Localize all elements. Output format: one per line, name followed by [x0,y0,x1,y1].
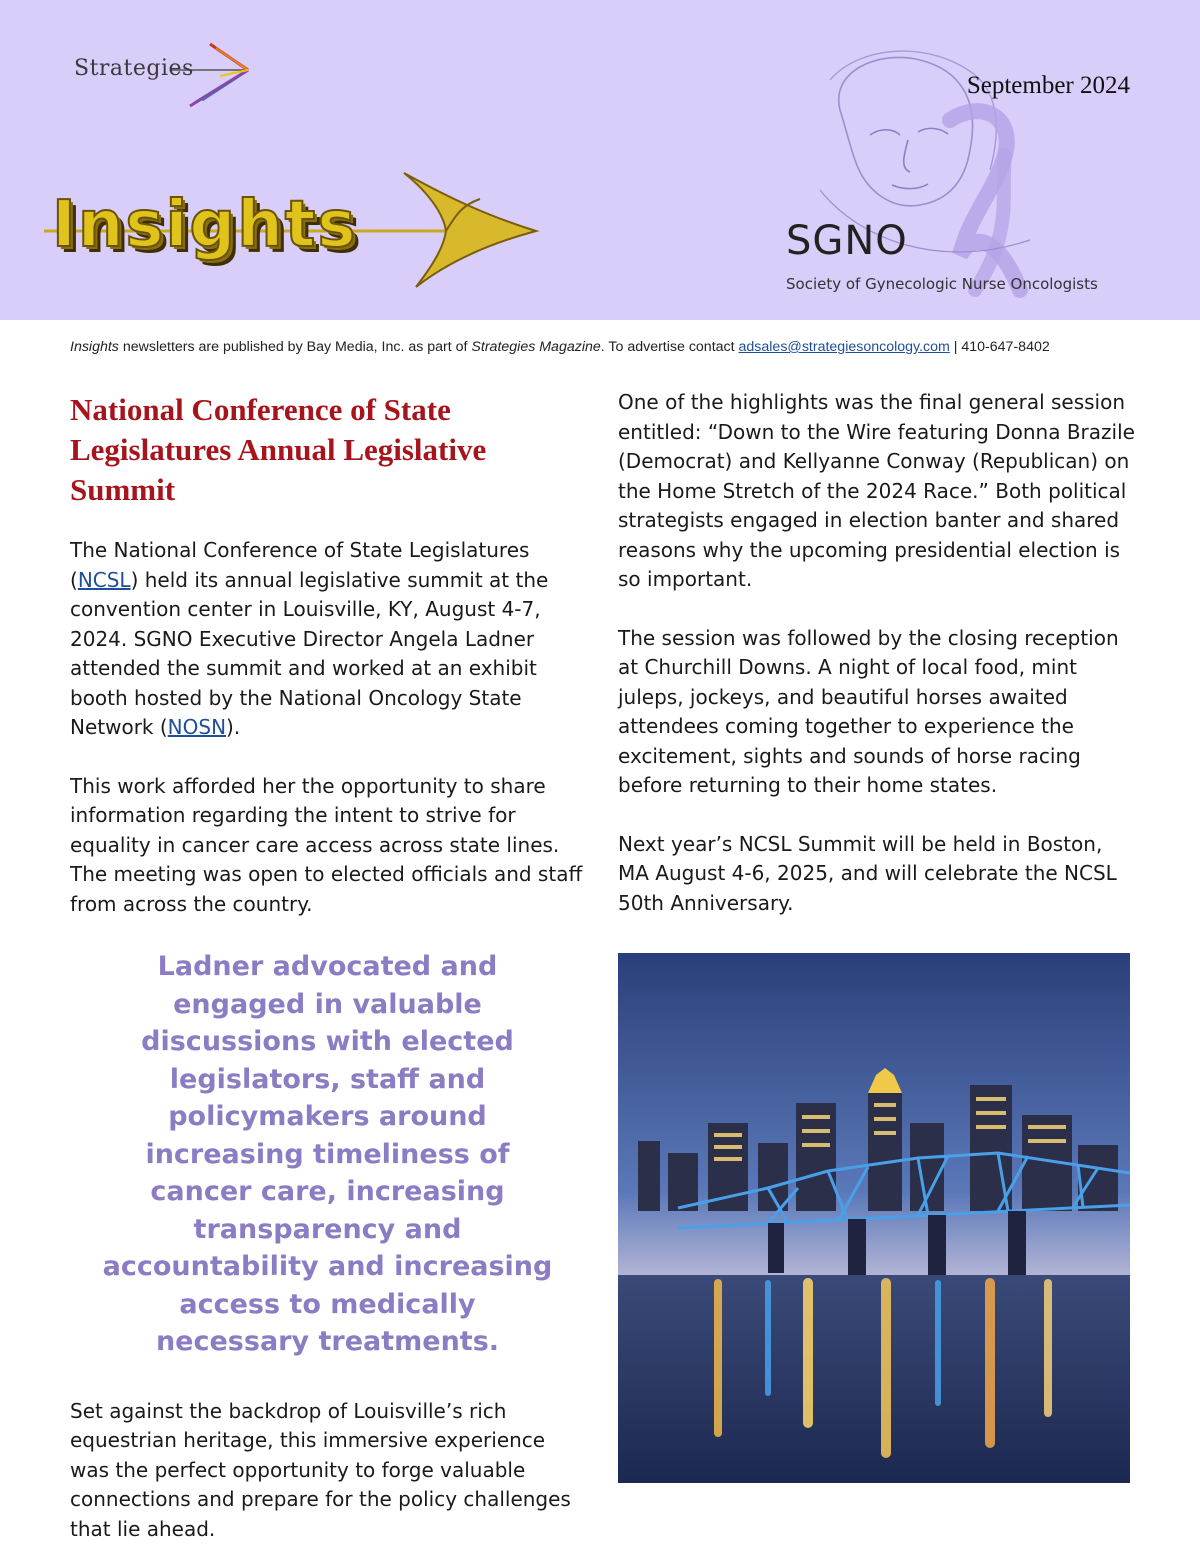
right-column [618,388,1138,947]
issue-date: September 2024 [966,72,1130,99]
left-column [70,390,585,1553]
publisher-text: . To advertise contact [600,339,739,355]
louisville-skyline-photo [618,953,1130,1483]
strategies-wordmark: Strategies [74,56,194,81]
paragraph: One of the highlights was the final general session entitled: “Down to the Wire featuring Donna Brazile (Democrat) and Kellyanne Conway (Republican) on the Home Stretch of the 2024 Race.” Both political strategists engaged in election banter and shared reasons why the upcoming presidential election is so important. [618,390,1135,591]
sgno-logo[interactable]: SGNO [786,218,908,264]
insights-logo [44,165,544,295]
pull-quote: Ladner advocated and engaged in valuable discussions with elected legislators, staff and policymakers around increasing timeliness of cancer care, increasing transparency and accountability and increasing access to medically necessary treatments. [102,951,553,1357]
insights-wordmark: Insights [52,188,358,262]
paragraph-text: ) held its annual legislative summit at the convention center in Louisville, KY, August 4-7, 2024. SGNO Executive Director Angela Ladner attended the summit and worked at an exhibit booth hosted by the National Oncology State Network ( [70,567,549,739]
sgno-full-name: Society of Gynecologic Nurse Oncologists [786,275,1098,293]
publisher-magazine-italic: Strategies Magazine [471,339,601,355]
paragraph [70,536,585,743]
paragraph: This work afforded her the opportunity to share information regarding the intent to strive for equality in cancer care access across state lines. The meeting was open to elected officials and staff from across the country. [70,773,583,916]
nosn-link[interactable]: NOSN [167,715,227,739]
paragraph: The session was followed by the closing reception at Churchill Downs. A night of local food, mint juleps, jockeys, and beautiful horses awaited attendees coming together to experience the excitement, sights and sounds of horse racing before returning to their home states. [618,625,1119,797]
paragraph: Next year’s NCSL Summit will be held in Boston, MA August 4-6, 2025, and will celebrate the NCSL 50th Anniversary. [618,831,1117,915]
paragraph: Set against the backdrop of Louisville’s rich equestrian heritage, this immersive experience was the perfect opportunity to forge valuable connections and prepare for the policy challenges that lie ahead. [70,1398,571,1541]
city-bridge-image [618,953,1130,1483]
advertise-email-link[interactable]: adsales@strategiesoncology.com [738,339,950,355]
ncsl-link[interactable]: NCSL [77,567,131,592]
header-banner [0,0,1200,320]
publisher-line [70,339,1140,355]
strategies-logo[interactable] [70,40,260,110]
paragraph-text: The National Conference of State Legislatures ( [70,538,530,592]
article-headline: National Conference of State Legislatures Annual Legislative Summit [70,392,487,507]
publisher-text: newsletters are published by Bay Media, Inc. as part of [118,339,472,355]
publisher-insights-italic: Insights [70,339,119,355]
paragraph-text: ). [226,715,241,739]
publisher-phone: | 410-647-8402 [949,339,1050,355]
